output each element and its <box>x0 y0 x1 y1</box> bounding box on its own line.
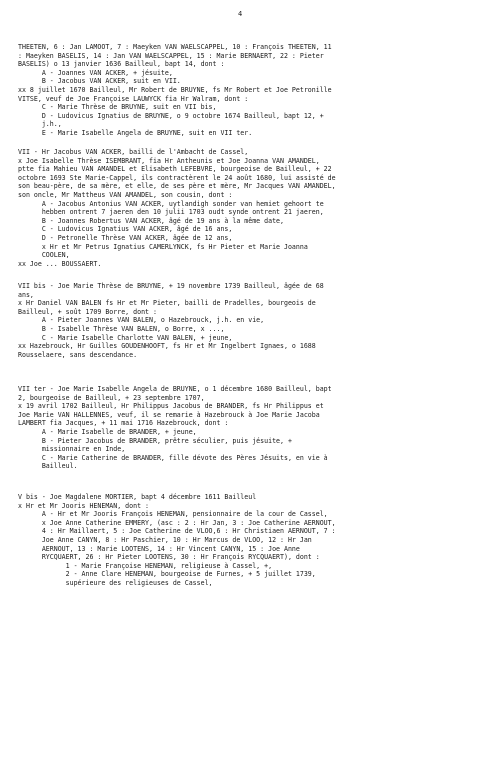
text-line: RYCQUAERT, 26 : Hr Pieter LOOTENS, 30 : Hr François RYCQUAERT), dont : <box>18 553 320 562</box>
text-line: B - Pieter Jacobus de BRANDER, prêtre séculier, puis jésuite, + <box>18 436 292 445</box>
text-line: xx 8 juillet 1670 Bailleul, Mr Robert de BRUYNE, fs Mr Robert et Joe Petronille <box>18 85 332 94</box>
text-line: C - Marie Isabelle Charlotte VAN BALEN, + jeune, <box>18 333 233 342</box>
text-line: Joe Anne CANYN, 8 : Hr Paschier, 10 : Hr Marcus de VLOO, 12 : Hr Jan <box>18 535 312 544</box>
paragraph-vii-ter <box>18 385 332 471</box>
text-line: A - Joannes VAN ACKER, + jésuite, <box>18 68 173 77</box>
text-line: A - Hr et Mr Jooris François HENEMAN, pensionnaire de la cour de Cassel, <box>18 510 328 519</box>
text-line: x Hr Daniel VAN BALEN fs Hr et Mr Pieter, bailli de Pradelles, bourgeois de <box>18 299 316 308</box>
page-number: 4 <box>238 10 243 18</box>
text-line: 1 - Marie Françoise HENEMAN, religieuse à Cassel, +, <box>18 561 273 570</box>
text-line: 4 : Hr Maillaert, 5 : Joe Catherine de VLOO,6 : Hr Christiaen AERNOUT, 7 : <box>18 527 336 536</box>
text-line: A - Jacobus Antonius VAN ACKER, uytlandigh sonder van hemiet gehoort te <box>18 199 324 208</box>
paragraph-vii-bis <box>18 282 324 359</box>
text-line: x Joe Anne Catherine EMMERY, (asc : 2 : Hr Jan, 3 : Joe Catherine AERNOUT, <box>18 518 336 527</box>
text-line: B - Joannes Robertus VAN ACKER, âgé de 19 ans à la même date, <box>18 216 284 225</box>
text-line: AERNOUT, 13 : Marie LOOTENS, 14 : Hr Vincent CANYN, 15 : Joe Anne <box>18 544 300 553</box>
text-line: D - Ludovicus Ignatius de BRUYNE, o 9 octobre 1674 Bailleul, bapt 12, + <box>18 111 324 120</box>
text-line: THEETEN, 6 : Jan LAMOOT, 7 : Maeyken VAN WAELSCAPPEL, 10 : François THEETEN, 11 <box>18 43 332 51</box>
text-line: D - Petronelle Thrèse VAN ACKER, âgée de 12 ans, <box>18 233 233 242</box>
text-line: x Hr et Mr Petrus Ignatius CAMERLYNCK, fs Hr Pieter et Marie Joanna <box>18 242 308 251</box>
text-line: LAMBERT fia Jacques, + 11 mai 1716 Hazebrouck, dont : <box>18 419 229 428</box>
text-line: ans, <box>18 290 34 299</box>
text-line: Bailleul, + soût 1709 Borre, dont : <box>18 307 157 316</box>
paragraph-intro <box>18 43 332 138</box>
text-line: B - Isabelle Thrèse VAN BALEN, o Borre, x ..., <box>18 324 225 333</box>
text-line: Bailleul. <box>18 462 78 471</box>
text-line: x 19 avril 1702 Bailleul, Hr Philippus Jacobus de BRANDER, fs Hr Philippus et <box>18 402 324 411</box>
text-line: 2, bourgeoise de Bailleul, + 23 septembre 1707, <box>18 393 205 402</box>
text-line: j.h., <box>18 120 62 129</box>
text-line: C - Marie Catherine de BRANDER, fille dévote des Pères Jésuits, en vie à <box>18 453 328 462</box>
text-line: E - Marie Isabelle Angela de BRUYNE, suit en VII ter. <box>18 128 253 137</box>
paragraph-vii <box>18 148 336 268</box>
text-line: VII bis - Joe Marie Thrèse de BRUYNE, + 19 novembre 1739 Bailleul, âgée de 68 <box>18 282 324 290</box>
text-line: missionnaire en Inde, <box>18 445 126 454</box>
text-line: x Hr et Mr Jooris HENEMAN, dont : <box>18 501 150 510</box>
text-line: VII ter - Joe Marie Isabelle Angela de BRUYNE, o 1 décembre 1680 Bailleul, bapt <box>18 385 332 393</box>
text-line: A - Marie Isabelle de BRANDER, + jeune, <box>18 427 197 436</box>
text-line: VII - Hr Jacobus VAN ACKER, bailli de l'Ambacht de Cassel, <box>18 148 249 156</box>
text-line: supérieure des religieuses de Cassel, <box>18 578 213 587</box>
text-line: xx Hazebrouck, Hr Guilles GOUDENHOOFT, fs Hr et Mr Ingelbert Ignaes, o 1688 <box>18 342 316 351</box>
text-line: Rousselaere, sans descendance. <box>18 350 138 359</box>
text-line: x Joe Isabelle Thrèse ISEMBRANT, fia Hr Antheunis et Joe Joanna VAN AMANDEL, <box>18 156 320 165</box>
text-line: xx Joe ... BOUSSAERT. <box>18 259 102 268</box>
text-line: Joe Marie VAN HALLENNES, veuf, il se remarie à Hazebrouck à Joe Marie Jacoba <box>18 410 320 419</box>
text-line: VITSE, veuf de Joe Françoise LAUWYCK fia Hr Walram, dont : <box>18 94 249 103</box>
text-line: son oncle, Mr Mattheus VAN AMANDEL, son cousin, dont : <box>18 190 233 199</box>
text-line: 2 - Anne Clare HENEMAN, bourgeoise de Furnes, + 5 juillet 1739, <box>18 570 316 579</box>
paragraph-v-bis <box>18 493 336 588</box>
text-line: octobre 1693 Ste Marie-Cappel, ils contractèrent le 24 août 1680, lui assisté de <box>18 173 336 182</box>
text-line: A - Pieter Joannes VAN BALEN, o Hazebrouck, j.h. en vie, <box>18 316 265 325</box>
text-line: : Maeyken BASELIS, 14 : Jan VAN WAELSCAPPEL, 15 : Marie BERNAERT, 22 : Pieter <box>18 51 324 60</box>
text-line: hebben ontrent 7 jaeren den 10 julii 1703 oudt synde ontrent 21 jaeren, <box>18 208 324 217</box>
text-line: son beau-père, de sa mère, et elle, de ses père et mère, Mr Jacques VAN AMANDEL, <box>18 182 336 191</box>
text-line: ptte fia Mahieu VAN AMANDEL et Elisabeth LEFEBVRE, bourgeoise de Bailleul, + 22 <box>18 165 332 174</box>
text-line: C - Marie Thrèse de BRUYNE, suit en VII bis, <box>18 103 217 112</box>
text-line: B - Jacobus VAN ACKER, suit en VII. <box>18 77 181 86</box>
text-line: COOLEN, <box>18 251 70 260</box>
text-line: BASELIS) o 13 janvier 1636 Bailleul, bapt 14, dont : <box>18 60 225 69</box>
text-line: C - Ludovicus Ignatius VAN ACKER, âgé de 16 ans, <box>18 225 233 234</box>
text-line: V bis - Joe Magdalene MORTIER, bapt 4 décembre 1611 Bailleul <box>18 493 257 501</box>
